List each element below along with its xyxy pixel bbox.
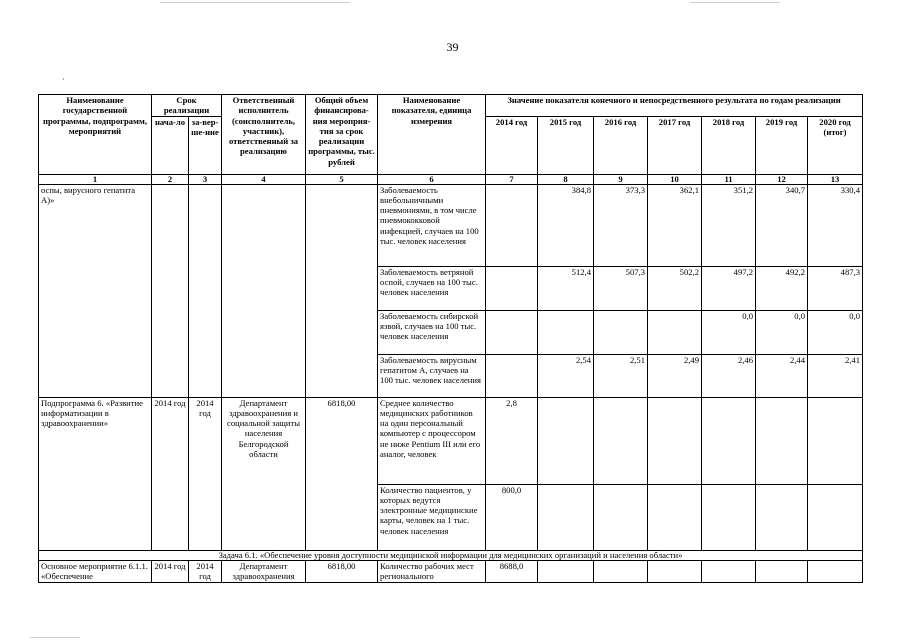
funding-cell: 6818,00 [306,397,378,550]
end-cell: 2014 год [189,397,222,550]
table-row [39,397,863,484]
page-number: 39 [446,40,459,54]
column-number: 3 [189,174,222,184]
value-cell [486,310,538,354]
executor-cell: Департамент здравоохранения [222,560,306,582]
scan-artifact [160,2,350,3]
value-cell: 351,2 [702,184,756,266]
header-year: 2018 год [702,116,756,174]
value-cell [808,484,863,550]
scan-artifact [690,2,780,3]
value-cell: 2,41 [808,354,863,397]
program-name-cell: оспы, вирусного гепатита А)» [39,184,152,397]
value-cell [648,560,702,582]
column-number: 13 [808,174,863,184]
header-end: за-вер-ше-ние [189,116,222,174]
funding-cell [306,184,378,397]
value-cell: 0,0 [702,310,756,354]
indicator-cell: Количество рабочих мест регионального [378,560,486,582]
header-start: нача-ло [152,116,189,174]
value-cell [648,397,702,484]
value-cell [808,560,863,582]
header-year: 2014 год [486,116,538,174]
value-cell: 512,4 [538,266,594,310]
results-table [38,94,863,583]
header-year: 2016 год [594,116,648,174]
header-year: 2020 год (итог) [808,116,863,174]
column-number: 5 [306,174,378,184]
column-number: 2 [152,174,189,184]
value-cell [808,397,863,484]
value-cell: 362,1 [648,184,702,266]
value-cell [756,397,808,484]
column-number: 9 [594,174,648,184]
value-cell [702,397,756,484]
value-cell: 487,3 [808,266,863,310]
header-term: Срок реализации [152,95,222,117]
indicator-cell: Заболеваемость внебольничными пневмониями, в том числе пневмококковой инфекцией, случаев на 100 тыс. человек населения [378,184,486,266]
value-cell: 2,54 [538,354,594,397]
funding-cell: 6818,00 [306,560,378,582]
end-cell [189,184,222,397]
column-number: 12 [756,174,808,184]
indicator-cell: Заболеваемость вирусным гепатитом А, случаев на 100 тыс. человек населения [378,354,486,397]
end-cell: 2014 год [189,560,222,582]
value-cell: 2,46 [702,354,756,397]
value-cell [756,484,808,550]
task-title: Задача 6.1. «Обеспечение уровня доступности медицинской информации для медицинских организаций и населения области» [39,550,863,560]
value-cell: 373,3 [594,184,648,266]
start-cell: 2014 год [152,560,189,582]
column-number: 1 [39,174,152,184]
value-cell: 340,7 [756,184,808,266]
value-cell [538,397,594,484]
value-cell [648,484,702,550]
indicator-cell: Заболеваемость ветряной оспой, случаев на 100 тыс. человек населения [378,266,486,310]
start-cell [152,184,189,397]
value-cell: 800,0 [486,484,538,550]
value-cell [538,484,594,550]
task-row [39,550,863,560]
activity-name-cell: Основное мероприятие 6.1.1. «Обеспечение [39,560,152,582]
value-cell: 0,0 [808,310,863,354]
header-values-title: Значение показателя конечного и непосредственного результата по годам реализации [486,95,863,117]
column-number: 7 [486,174,538,184]
value-cell [756,560,808,582]
header-year: 2015 год [538,116,594,174]
value-cell: 8688,0 [486,560,538,582]
value-cell: 2,51 [594,354,648,397]
indicator-cell: Среднее количество медицинских работников на один персональный компьютер с процессором не ниже Pentium III или его аналог, человек [378,397,486,484]
value-cell [594,560,648,582]
value-cell [594,310,648,354]
value-cell: 2,49 [648,354,702,397]
value-cell: 0,0 [756,310,808,354]
column-number: 10 [648,174,702,184]
scan-artifact [30,637,80,638]
value-cell: 497,2 [702,266,756,310]
header-funding: Общий объем финансирова-ния мероприя-тия за срок реализации программы, тыс. рублей [306,95,378,175]
value-cell: 2,44 [756,354,808,397]
table-row [39,560,863,582]
header-executor: Ответственный исполнитель (соисполнитель, участник), ответственный за реализацию [222,95,306,175]
column-number: 8 [538,174,594,184]
value-cell [486,354,538,397]
value-cell: 492,2 [756,266,808,310]
value-cell: 384,8 [538,184,594,266]
subprogram-name-cell: Подпрограмма 6. «Развитие информатизации в здравоохранении» [39,397,152,550]
value-cell [594,484,648,550]
table-row [39,184,863,266]
column-number-row [39,174,863,184]
header-year: 2017 год [648,116,702,174]
value-cell [702,484,756,550]
header-indicator: Наименование показателя, единица измерения [378,95,486,175]
executor-cell: Департамент здравоохранения и социальной защиты населения Белгородской области [222,397,306,550]
start-cell: 2014 год [152,397,189,550]
indicator-cell: Заболеваемость сибирской язвой, случаев на 100 тыс. человек населения [378,310,486,354]
value-cell: 502,2 [648,266,702,310]
value-cell [648,310,702,354]
value-cell: 507,3 [594,266,648,310]
value-cell: 330,4 [808,184,863,266]
value-cell [538,560,594,582]
value-cell [594,397,648,484]
value-cell [702,560,756,582]
value-cell [538,310,594,354]
executor-cell [222,184,306,397]
value-cell [486,266,538,310]
column-number: 4 [222,174,306,184]
value-cell [486,184,538,266]
header-program-name: Наименование государственной программы, подпрограмм, мероприятий [39,95,152,175]
indicator-cell: Количество пациентов, у которых ведутся электронные медицинские карты, человек на 1 тыс. человек населения [378,484,486,550]
header-year: 2019 год [756,116,808,174]
column-number: 6 [378,174,486,184]
column-number: 11 [702,174,756,184]
value-cell: 2,8 [486,397,538,484]
scan-dot: · [62,75,65,84]
